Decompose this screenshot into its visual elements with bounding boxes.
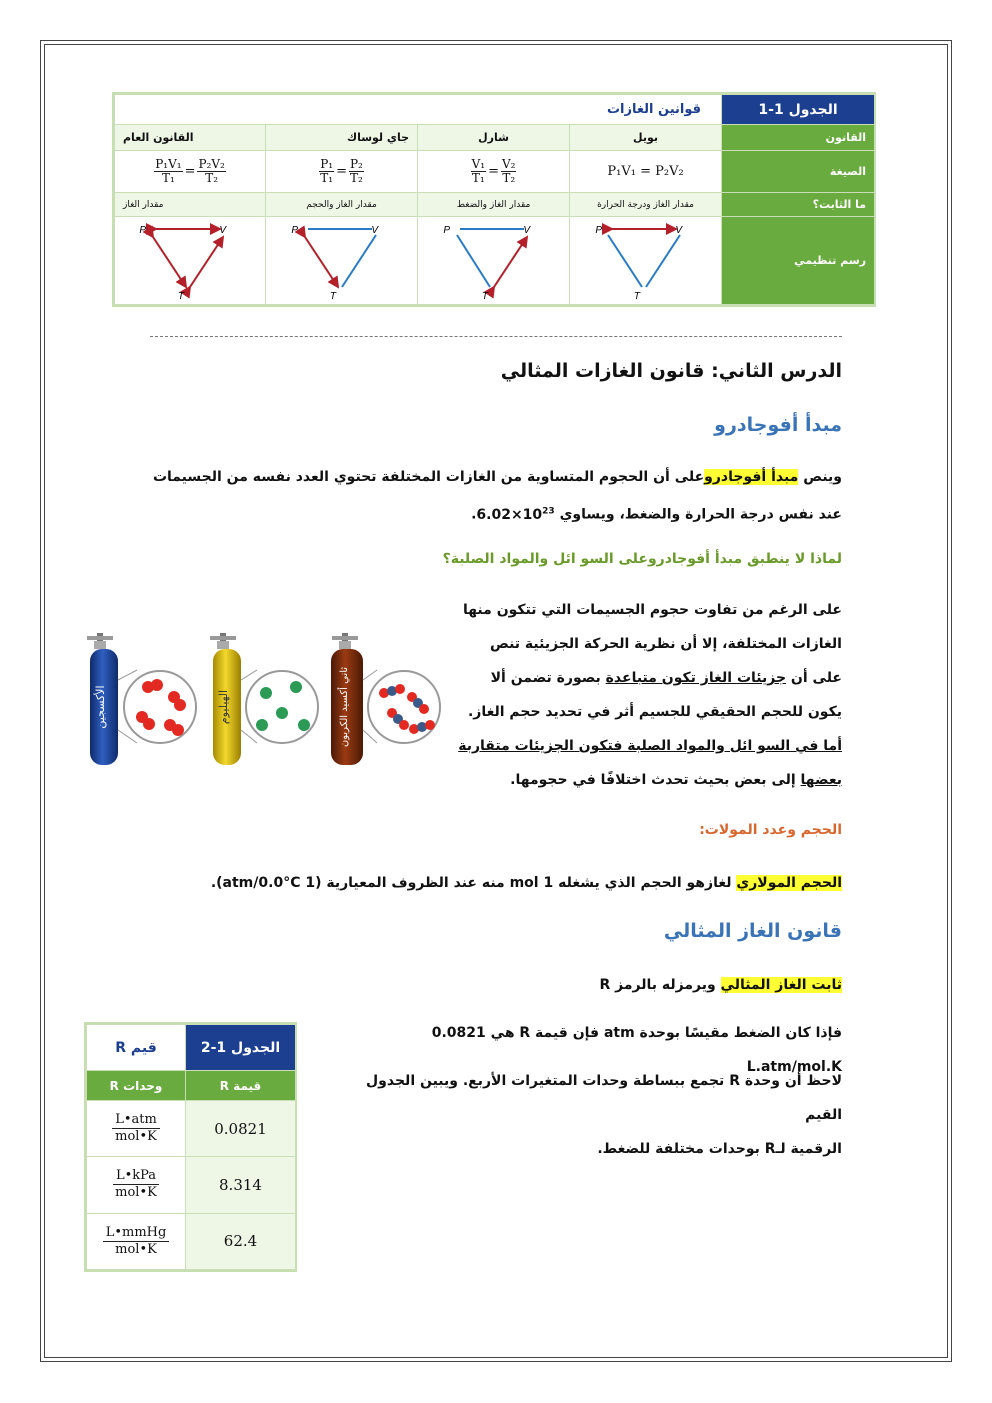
table1-title: قوانين الغازات (115, 95, 722, 125)
diagram-v-label: V (522, 225, 530, 236)
constant-boyle: مقدار الغاز ودرجة الحرارة (570, 193, 722, 217)
law-combined: القانون العام (115, 125, 266, 151)
row-label-diagram: رسم تنظيمي (722, 217, 875, 305)
diagram-v-label: V (674, 225, 682, 236)
molar-heading: الحجم وعدد المولات: (699, 822, 842, 838)
oxygen-cylinder (87, 633, 118, 765)
co2-molecules-view (368, 671, 440, 743)
col-header-units: وحدات R (87, 1071, 186, 1101)
table2-title: قيم R (87, 1025, 186, 1071)
law-charles: شارل (418, 125, 570, 151)
lesson-title: الدرس الثاني: قانون الغازات المثالي (500, 360, 842, 382)
formula-gay-lussac: $\frac{\text{P₁}}{\text{T₁}}$ = $\frac{\text{P₂}}{\text{T₂}}$ (266, 151, 418, 193)
diagram-t-label: T (481, 291, 488, 301)
ideal-gas-constant-line: ثابت الغاز المثالي ويرمزله بالرمز R (599, 977, 842, 993)
diagram-v-label: V (219, 225, 227, 236)
law-gay-lussac: جاي لوساك (266, 125, 418, 151)
r-value: 62.4 (186, 1213, 296, 1269)
gas-cylinders-illustration (82, 625, 462, 775)
avogadro-paragraph: وينص مبدأ أفوجادروعلى أن الحجوم المتساوية من الغازات المختلفة تحتوي العدد نفسه من الجسيمات عند نفس درجة الحرارة والضغط، ويساوي $6.02\times 10^{23}$. (152, 469, 842, 523)
formula-boyle: P₁V₁ = P₂V₂ (570, 151, 722, 193)
constant-combined: مقدار الغاز (115, 193, 266, 217)
carbon-dioxide-cylinder (331, 633, 363, 765)
avogadro-heading: مبدأ أفوجادرو (714, 414, 842, 436)
helium-cylinder (210, 633, 241, 765)
helium-label: الهيليوم (217, 689, 230, 725)
diagram-v-label: V (370, 225, 378, 236)
diagram-p-label: P (139, 225, 147, 236)
r-value: 0.0821 (186, 1101, 296, 1157)
avogadro-question: لماذا لا ينطبق مبدأ أفوجادروعلى السو ائل والمواد الصلبة؟ (442, 551, 842, 567)
diagram-t-label: T (177, 291, 185, 301)
answer-paragraph: على الرغم من تفاوت حجوم الجسيمات التي تتكون منها الغازات المختلفة، إلا أن نظرية الحركة الجزيئية تنص على أن جزيئات الغاز تكون متباعدة بصورة تضمن ألا يكون للحجم الحقيقي للجسيم أثر في تحديد حجم الغاز. أما في السو ائل والمواد الصلبة فتكون الجزيئات متقاربة بعضها إلى بعض بحيث تحدث اختلافًا في حجومها. (458, 602, 842, 788)
table1-id: الجدول 1-1 (722, 95, 875, 125)
row-label-constant: ما الثابت؟ (722, 193, 875, 217)
boyle-triangle-diagram (576, 217, 716, 301)
r-unit: $\frac{\text{L•mmHg}}{\text{mol•K}}$ (87, 1213, 186, 1269)
diagram-gay-lussac (266, 217, 418, 305)
diagram-t-label: T (329, 291, 336, 301)
combined-triangle-diagram (120, 217, 260, 301)
row-label-formula: الصيغة (722, 151, 875, 193)
diagram-charles (418, 217, 570, 305)
r-unit: $\frac{\text{L•kPa}}{\text{mol•K}}$ (87, 1157, 186, 1213)
r-unit: $\frac{\text{L•atm}}{\text{mol•K}}$ (87, 1101, 186, 1157)
r-units-paragraph: لاحظ أن وحدة R تجمع ببساطة وحدات المتغيرات الأربع. ويبين الجدول القيم الرقمية لـR بوحدات مختلفة للضغط. (366, 1073, 842, 1157)
constant-charles: مقدار الغاز والضغط (418, 193, 570, 217)
ideal-gas-heading: قانون الغاز المثالي (663, 920, 842, 942)
formula-combined: $\frac{\text{P₁V₁}}{\text{T₁}}$ = $\frac{\text{P₂V₂}}{\text{T₂}}$ (115, 151, 266, 193)
diagram-boyle (570, 217, 722, 305)
charles-triangle-diagram (424, 217, 564, 301)
r-value-line: فإذا كان الضغط مقيسًا بوحدة atm فإن قيمة R هي 0.0821 L.atm/mol.K (431, 1025, 842, 1075)
separator (150, 336, 842, 337)
diagram-p-label: P (442, 225, 450, 236)
diagram-t-label: T (633, 291, 640, 301)
gas-laws-table (112, 92, 876, 307)
molar-paragraph: الحجم المولاري لغازهو الحجم الذي يشغله 1 mol منه عند الظروف المعيارية (1 atm/0.0°C). (210, 875, 842, 891)
avogadro-highlight: مبدأ أفوجادرو (704, 469, 799, 485)
diagram-p-label: P (594, 225, 602, 236)
table2-id: الجدول 1-2 (186, 1025, 296, 1071)
oxygen-label: الأكسجين (94, 685, 107, 729)
gay-lussac-triangle-diagram (272, 217, 412, 301)
co2-label: ثاني أكسيد الكربون (339, 666, 350, 748)
row-label-law: القانون (722, 125, 875, 151)
diagram-combined (115, 217, 266, 305)
col-header-value: قيمة R (186, 1071, 296, 1101)
diagram-p-label: P (290, 225, 298, 236)
constant-gay-lussac: مقدار الغاز والحجم (266, 193, 418, 217)
r-value: 8.314 (186, 1157, 296, 1213)
r-values-table (84, 1022, 297, 1272)
law-boyle: بويل (570, 125, 722, 151)
formula-charles: $\frac{\text{V₁}}{\text{T₁}}$ = $\frac{\text{V₂}}{\text{T₂}}$ (418, 151, 570, 193)
